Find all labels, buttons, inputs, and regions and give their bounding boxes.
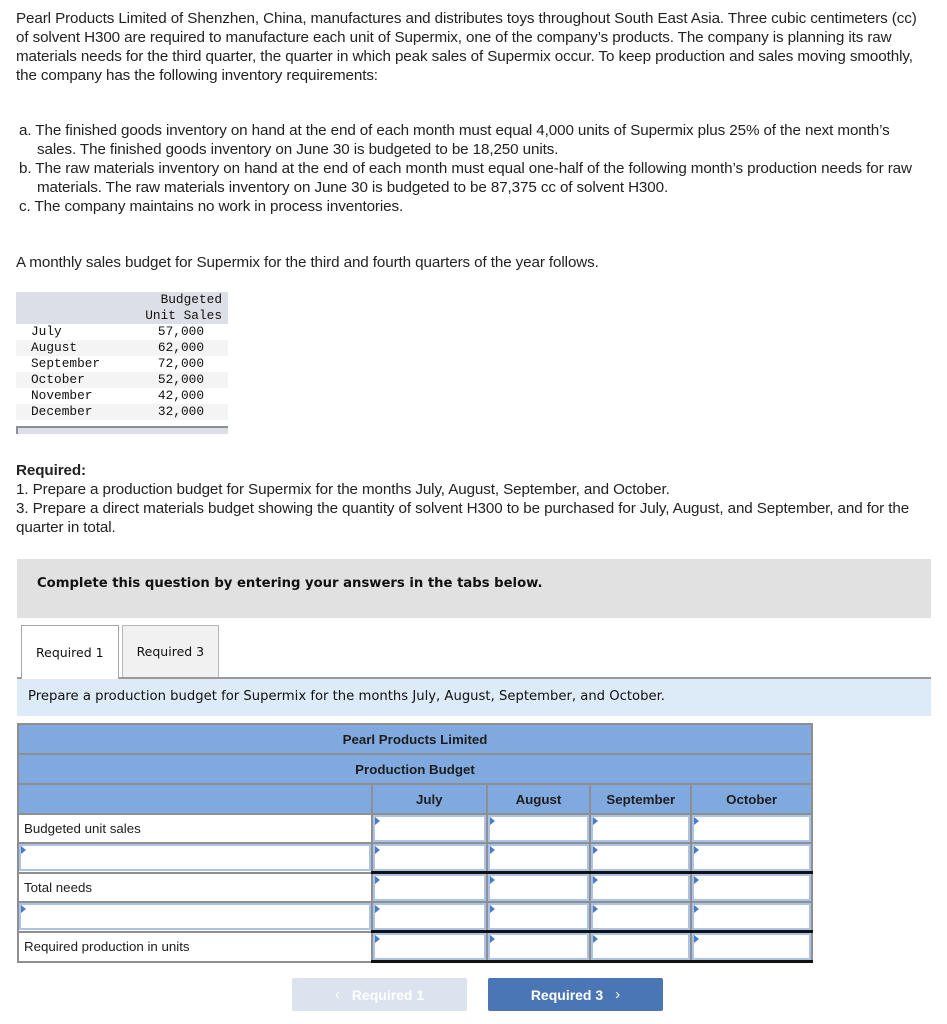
sales-month: December <box>16 404 123 420</box>
row-2-label-input[interactable] <box>19 844 371 871</box>
chevron-right-icon: › <box>615 986 621 1003</box>
sales-units: 52,000 <box>123 372 228 388</box>
tab-required-3[interactable]: Required 3 <box>122 625 220 677</box>
prev-button-label: Required 1 <box>351 986 425 1003</box>
sales-month: October <box>16 372 123 388</box>
budget-label-header <box>18 784 372 814</box>
required-item-1: 1. Prepare a production budget for Supermix for the months July, August, September, and October. <box>16 481 670 498</box>
sales-table-scrollbar[interactable] <box>16 426 228 434</box>
sales-header-line1: Budgeted <box>123 292 228 308</box>
instruction-text: Complete this question by entering your answers in the tabs below. <box>37 576 543 591</box>
august-budgeted-unit-sales-input[interactable] <box>488 815 590 842</box>
column-header-october: October <box>691 784 812 814</box>
september-row-2-input[interactable] <box>591 844 690 871</box>
previous-required-1-button[interactable] <box>292 978 467 1011</box>
sales-row <box>16 388 228 404</box>
sales-units: 57,000 <box>157 324 204 339</box>
sales-row <box>16 324 228 340</box>
budget-row-editable-2 <box>18 843 812 873</box>
sales-budget-intro: A monthly sales budget for Supermix for the third and fourth quarters of the year follows. <box>16 254 599 271</box>
instruction-box <box>17 559 931 618</box>
september-total-needs-input[interactable] <box>591 874 690 901</box>
sales-row <box>16 356 228 372</box>
sales-row <box>16 404 228 420</box>
sales-month: July <box>31 324 62 339</box>
sales-row <box>16 340 228 356</box>
august-required-production-input[interactable] <box>488 933 590 960</box>
required-section <box>16 461 926 537</box>
column-header-september: September <box>590 784 691 814</box>
row-label: Budgeted unit sales <box>18 814 372 843</box>
october-budgeted-unit-sales-input[interactable] <box>692 815 811 842</box>
october-required-production-input[interactable] <box>692 933 811 960</box>
required-heading: Required: <box>16 462 86 479</box>
column-header-august: August <box>487 784 591 814</box>
column-header-july: July <box>372 784 487 814</box>
production-budget-table <box>17 723 813 963</box>
july-required-production-input[interactable] <box>373 933 486 960</box>
next-required-3-button[interactable] <box>488 978 663 1011</box>
requirement-c: c. The company maintains no work in process inventories. <box>19 198 404 215</box>
sales-units: 42,000 <box>157 388 204 403</box>
sales-units: 62,000 <box>123 340 228 356</box>
october-total-needs-input[interactable] <box>692 874 811 901</box>
july-row-2-input[interactable] <box>373 844 486 871</box>
budget-row-total-needs <box>18 873 812 903</box>
required-item-3: 3. Prepare a direct materials budget showing the quantity of solvent H300 to be purchased for July, August, and September, and for the quarter in total. <box>16 500 910 536</box>
next-button-label: Required 3 <box>530 986 604 1003</box>
august-row-2-input[interactable] <box>488 844 590 871</box>
sales-header-line2: Unit Sales <box>123 308 228 324</box>
sales-budget-table <box>16 292 228 420</box>
requirement-a: a. The finished goods inventory on hand at the end of each month must equal 4,000 units of Supermix plus 25% of the next month’s sales. The finished goods inventory on June 30 is budgeted to be 18,250 units. <box>19 122 890 158</box>
sales-month: August <box>16 340 123 356</box>
chevron-left-icon: ‹ <box>334 986 340 1003</box>
tab-required-1[interactable]: Required 1 <box>21 625 119 679</box>
row-4-label-input[interactable] <box>19 903 371 930</box>
september-row-4-input[interactable] <box>591 903 690 930</box>
budget-row-budgeted-unit-sales <box>18 814 812 843</box>
sales-month: September <box>31 356 101 371</box>
july-row-4-input[interactable] <box>373 903 486 930</box>
budget-company-name: Pearl Products Limited <box>18 724 812 754</box>
problem-intro: Pearl Products Limited of Shenzhen, China, manufactures and distributes toys throughout South East Asia. Three cubic centimeters (cc) of solvent H300 are required to manufacture each unit of Supermix, one of the company’s products. The company is planning its raw materials needs for the third quarter, the quarter in which peak sales of Supermix occur. To keep production and sales moving smoothly, the company has the following inventory requirements: <box>16 10 917 84</box>
september-required-production-input[interactable] <box>591 933 690 960</box>
budget-row-editable-4 <box>18 902 812 932</box>
sales-row <box>16 372 228 388</box>
budget-title: Production Budget <box>18 754 812 784</box>
sales-units: 32,000 <box>123 404 228 420</box>
budget-row-required-production <box>18 932 812 962</box>
row-label: Total needs <box>18 873 372 903</box>
sales-units: 72,000 <box>157 356 204 371</box>
requirement-b: b. The raw materials inventory on hand at the end of each month must equal one-half of the following month’s production needs for raw materials. The raw materials inventory on June 30 is budgeted to be 87,375 cc of solvent H300. <box>19 160 912 196</box>
september-budgeted-unit-sales-input[interactable] <box>591 815 690 842</box>
tab-instruction-text: Prepare a production budget for Supermix for the months July, August, September, and October. <box>28 689 666 704</box>
august-total-needs-input[interactable] <box>488 874 590 901</box>
answer-tabs <box>21 625 222 677</box>
october-row-2-input[interactable] <box>692 844 811 871</box>
october-row-4-input[interactable] <box>692 903 811 930</box>
july-total-needs-input[interactable] <box>373 874 486 901</box>
inventory-requirements-list <box>19 121 929 216</box>
july-budgeted-unit-sales-input[interactable] <box>373 815 486 842</box>
august-row-4-input[interactable] <box>488 903 590 930</box>
tab-instruction-bar <box>17 679 931 716</box>
sales-month: November <box>31 388 93 403</box>
row-label: Required production in units <box>18 932 372 962</box>
